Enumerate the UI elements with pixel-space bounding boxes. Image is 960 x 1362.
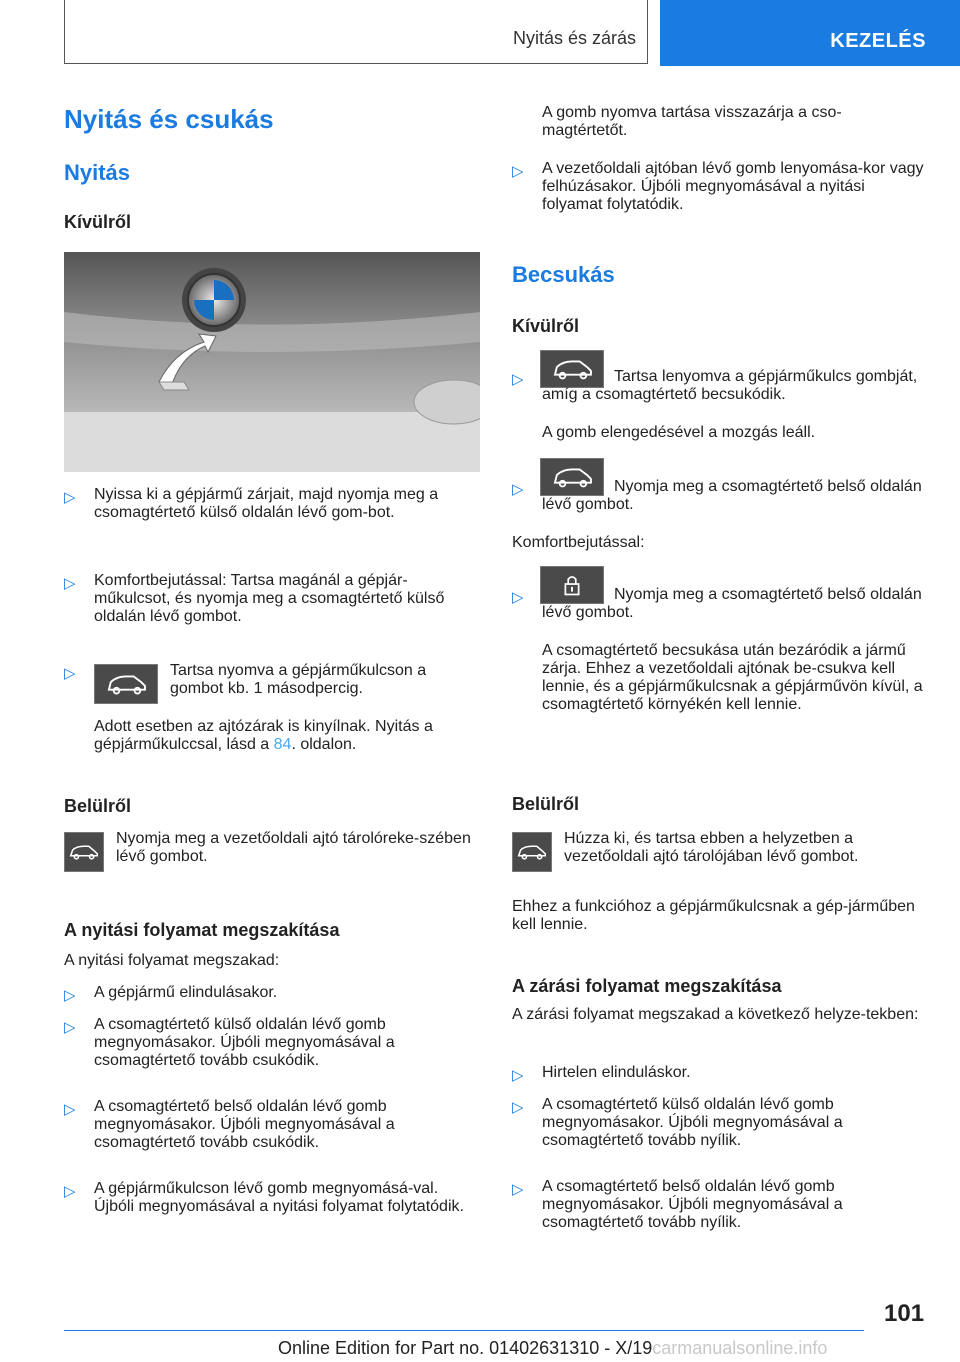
list-item: ▷ A csomagtértető belső oldalán lévő gomb megnyomásakor. Újbóli megnyomásával a csomagtértető tovább csukódik. (64, 1098, 395, 1151)
car-trunk-button-icon (512, 832, 552, 872)
triangle-bullet-icon: ▷ (64, 489, 76, 506)
triangle-bullet-icon: ▷ (512, 1181, 524, 1198)
triangle-bullet-icon: ▷ (512, 481, 524, 498)
triangle-bullet-icon: ▷ (512, 1067, 524, 1084)
triangle-bullet-icon: ▷ (64, 1183, 76, 1200)
list-item: ▷ Hirtelen elinduláskor. (512, 1064, 691, 1084)
inside-note-right: Ehhez a funkcióhoz a gépjárműkulcsnak a gép-járműben kell lennie. (512, 898, 915, 933)
watermark: carmanualsonline.info (652, 1338, 828, 1358)
footer-text: Online Edition for Part no. 01402631310 - X/19carmanualsonline.info (278, 1338, 828, 1358)
triangle-bullet-icon: ▷ (512, 1099, 524, 1116)
triangle-bullet-icon: ▷ (512, 589, 524, 606)
heading-interrupt-open: A nyitási folyamat megszakítása (64, 920, 340, 940)
komfort-instruction: Nyomja meg a csomagtértető belső oldalán lévő gombot. (542, 586, 922, 621)
komfort-note: A csomagtértető becsukása után bezáródik a jármű zárja. Ehhez a vezetőoldali ajtónak be-csukva kell lennie, és a gépjárműkulcsnak a gépjárművön kívül, a csomagtértető környékén kell lennie. (542, 642, 923, 713)
header-section-title: Nyitás és zárás (512, 28, 636, 48)
header-chapter-tab (660, 0, 960, 66)
triangle-bullet-icon: ▷ (512, 371, 524, 388)
heading-inside-right: Belülről (512, 794, 580, 814)
close-inner-button-instruction: Nyomja meg a csomagtértető belső oldalán lévő gombot. (542, 478, 922, 513)
trunk-illustration (64, 252, 480, 472)
komfort-label: Komfortbejutással: (512, 534, 645, 551)
heading-inside-left: Belülről (64, 796, 132, 816)
interrupt-intro-right: A zárási folyamat megszakad a következő helyze-tekben: (512, 1006, 919, 1023)
key-hold-instruction: Tartsa nyomva a gépjárműkulcson a gombot kb. 1 másodpercig. (170, 662, 427, 697)
close-release-note: A gomb elengedésével a mozgás leáll. (542, 424, 816, 441)
heading-outside-right: Kívülről (512, 316, 580, 336)
heading-outside-left: Kívülről (64, 212, 132, 232)
list-item: ▷ A csomagtértető belső oldalán lévő gomb megnyomásakor. Újbóli megnyomásával a csomagtértető tovább nyílik. (512, 1178, 843, 1231)
list-item: ▷ A gépjármű elindulásakor. (64, 984, 278, 1004)
list-item: ▷ A vezetőoldali ajtóban lévő gomb lenyomása-kor vagy felhúzásakor. Újbóli megnyomásával a nyitási folyamat folytatódik. (512, 160, 924, 213)
triangle-bullet-icon: ▷ (64, 665, 76, 682)
header-chapter-label: KEZELÉS (830, 30, 926, 52)
interrupt-intro-left: A nyitási folyamat megszakad: (64, 952, 280, 969)
list-item: ▷ A gépjárműkulcson lévő gomb megnyomásá-val. Újbóli megnyomásával a nyitási folyamat folytatódik. (64, 1180, 464, 1215)
triangle-bullet-icon: ▷ (64, 987, 76, 1004)
list-item: ▷ Komfortbejutással: Tartsa magánál a gépjár-műkulcsot, és nyomja meg a csomagtértető külső oldalán lévő gombot. (64, 572, 445, 625)
close-hold-instruction: Tartsa lenyomva a gépjárműkulcs gombját, amíg a csomagtértető becsukódik. (542, 368, 918, 403)
continued-text: A gomb nyomva tartása visszazárja a cso-magtértetőt. (542, 104, 842, 139)
car-key-trunk-icon (94, 664, 158, 704)
triangle-bullet-icon: ▷ (64, 1019, 76, 1036)
inside-instruction-left: Nyomja meg a vezetőoldali ajtó tárolóreke-szében lévő gombot. (116, 830, 471, 865)
heading-open: Nyitás (64, 160, 131, 185)
heading-close: Becsukás (512, 262, 615, 287)
page-title: Nyitás és csukás (64, 104, 274, 134)
triangle-bullet-icon: ▷ (64, 1101, 76, 1118)
list-item: ▷ A csomagtértető külső oldalán lévő gomb megnyomásakor. Újbóli megnyomásával a csomagtértető tovább nyílik. (512, 1096, 843, 1149)
page-number: 101 (884, 1300, 925, 1327)
triangle-bullet-icon: ▷ (64, 575, 76, 592)
list-item: ▷ A csomagtértető külső oldalán lévő gomb megnyomásakor. Újbóli megnyomásával a csomagtértető tovább csukódik. (64, 1016, 395, 1069)
inside-instruction-right: Húzza ki, és tartsa ebben a helyzetben a vezetőoldali ajtó tárolójában lévő gombot. (564, 830, 859, 865)
trunk-photo (64, 252, 480, 472)
footer-divider (64, 1330, 864, 1331)
car-trunk-button-icon (64, 832, 104, 872)
list-item: ▷ Nyissa ki a gépjármű zárjait, majd nyomja meg a csomagtértető külső oldalán lévő gom-bot. (64, 486, 439, 521)
triangle-bullet-icon: ▷ (512, 163, 524, 180)
note-text: Adott esetben az ajtózárak is kinyílnak. Nyitás a gépjárműkulccsal, lásd a 84. oldalon. (94, 718, 433, 753)
page-link[interactable]: 84 (273, 736, 292, 753)
heading-interrupt-close: A zárási folyamat megszakítása (512, 976, 782, 996)
